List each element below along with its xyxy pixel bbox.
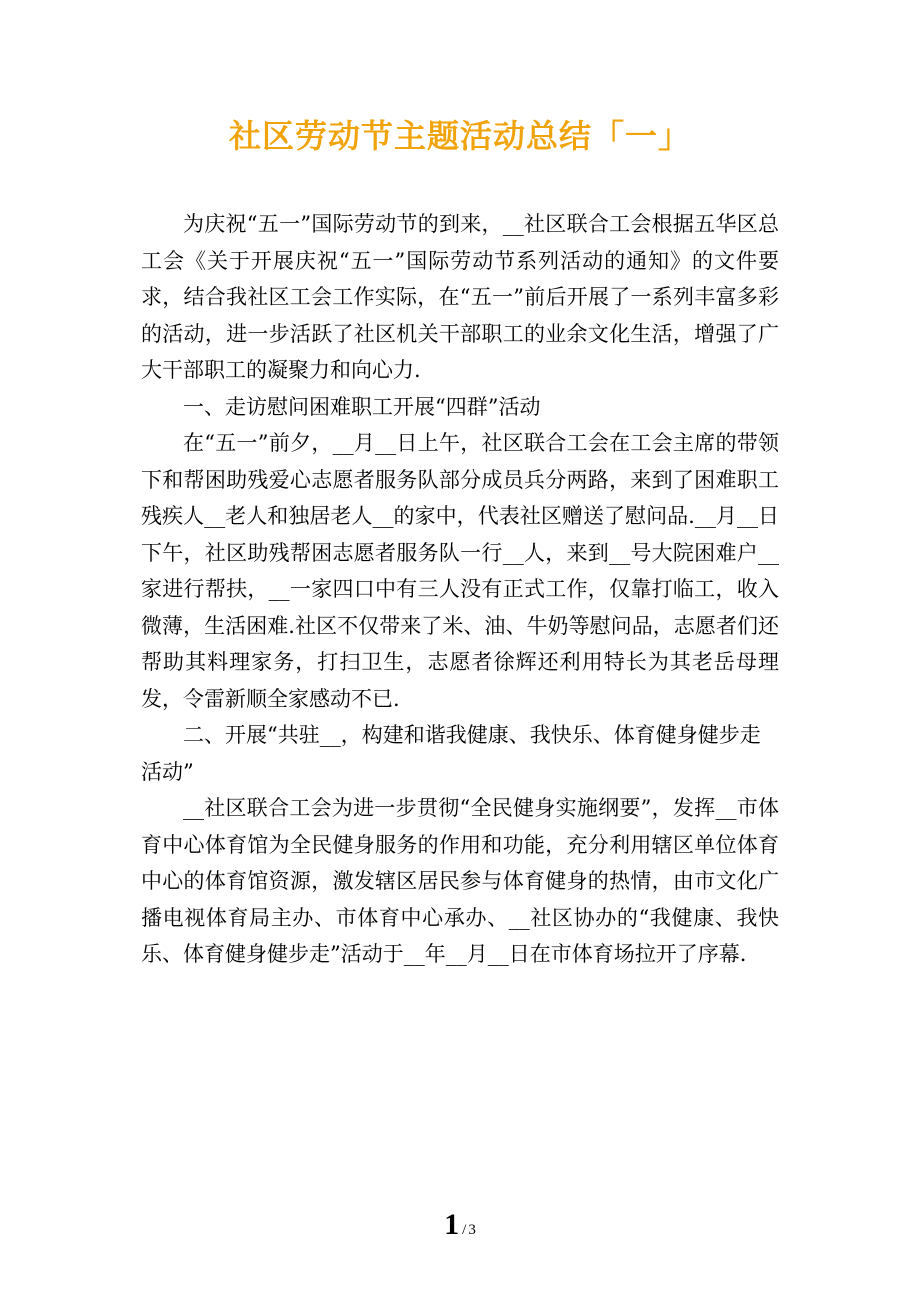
paragraph-section-2: __社区联合工会为进一步贯彻“全民健身实施纲要”，发挥__市体育中心体育馆为全民健身服务的作用和功能，充分利用辖区单位体育中心的体育馆资源，激发辖区居民参与体育健身的热情，由市文化广播电视体育局主办、市体育中心承办、__社区协办的“我健康、我快乐、体育健身健步走”活动于__年__月__日在市体育场拉开了序幕. [141,796,779,966]
document-body [141,206,779,973]
page-number [0,1208,920,1242]
page-current-number: 1 [444,1208,460,1241]
page-total-number: 3 [468,1222,476,1238]
paragraph-intro: 为庆祝“五一”国际劳动节的到来，__社区联合工会根据五华区总工会《关于开展庆祝“五一”国际劳动节系列活动的通知》的文件要求，结合我社区工会工作实际，在“五一”前后开展了一系列丰富多彩的活动，进一步活跃了社区机关干部职工的业余文化生活，增强了广大干部职工的凝聚力和向心力. [141,212,779,382]
paragraph-section-1: 在“五一”前夕，__月__日上午，社区联合工会在工会主席的带领下和帮困助残爱心志愿者服务队部分成员兵分两路，来到了困难职工残疾人__老人和独居老人__的家中，代表社区赠送了慰问品.__月__日下午，社区助残帮困志愿者服务队一行__人，来到__号大院困难户__家进行帮扶，__一家四口中有三人没有正式工作，仅靠打临工，收入微薄，生活困难.社区不仅带来了米、油、牛奶等慰问品，志愿者们还帮助其料理家务，打扫卫生，志愿者徐辉还利用特长为其老岳母理发，令雷新顺全家感动不已. [141,431,779,711]
document-title: 社区劳动节主题活动总结「一」 [228,117,691,155]
page-separator: / [462,1222,467,1238]
section-heading-2: 二、开展“共驻__，构建和谐我健康、我快乐、体育健身健步走活动” [141,723,761,784]
section-heading-1: 一、走访慰问困难职工开展“四群”活动 [183,394,541,419]
